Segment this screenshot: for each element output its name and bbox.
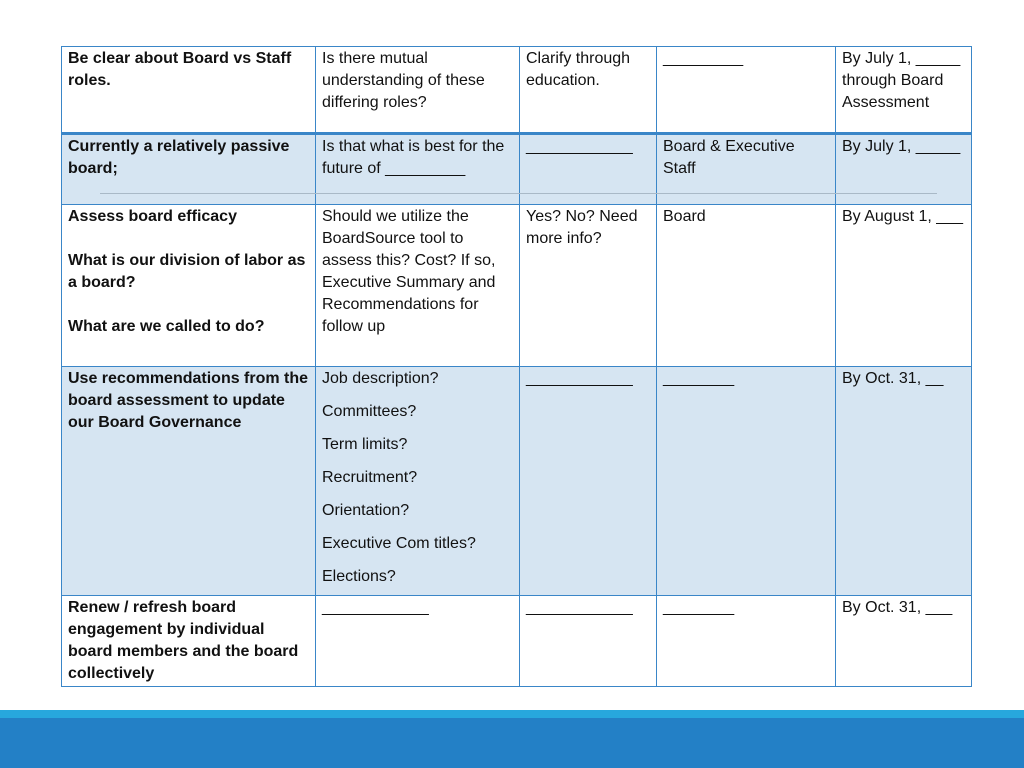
goal-cell [62, 47, 316, 134]
goal-text: What is our division of labor as a board? [68, 252, 306, 291]
action-text: Yes? No? Need more info? [526, 208, 638, 247]
who-text: Board [663, 208, 706, 225]
when-cell [836, 596, 972, 687]
question-item: Elections? [322, 568, 396, 585]
who-text: _________ [663, 50, 744, 67]
when-text: By July 1, _____ through Board Assessment [842, 50, 961, 111]
table-row [62, 205, 972, 367]
question-text: Is that what is best for the future of _________ [322, 138, 505, 177]
action-text: ____________ [526, 370, 633, 387]
footer-bar [0, 718, 1024, 768]
action-text: Clarify through education. [526, 50, 631, 89]
action-text: ____________ [526, 599, 633, 616]
question-text: Is there mutual understanding of these differing roles? [322, 50, 485, 111]
goal-cell [62, 367, 316, 596]
who-text: ________ [663, 599, 735, 616]
question-cell [316, 367, 520, 596]
when-text: By Oct. 31, __ [842, 370, 944, 387]
row-divider-line [100, 193, 937, 194]
when-text: By July 1, _____ [842, 138, 961, 155]
goal-text: Be clear about Board vs Staff roles. [68, 50, 292, 89]
question-text: ____________ [322, 599, 429, 616]
when-cell [836, 47, 972, 134]
footer-accent-stripe [0, 710, 1024, 718]
who-text: Board & Executive Staff [663, 138, 795, 177]
question-text: Should we utilize the BoardSource tool to assess this? Cost? If so, Executive Summary and Recommendations for follow up [322, 208, 496, 335]
who-cell [657, 47, 836, 134]
goal-text: Renew / refresh board engagement by individual board members and the board collectively [68, 599, 299, 682]
goal-cell [62, 596, 316, 687]
goal-text: Use recommendations from the board assessment to update our Board Governance [68, 370, 309, 431]
goal-text: What are we called to do? [68, 318, 265, 335]
who-cell [657, 205, 836, 367]
when-cell [836, 367, 972, 596]
who-cell [657, 367, 836, 596]
board-plan-table [61, 46, 972, 687]
table-row [62, 367, 972, 596]
goal-text: Currently a relatively passive board; [68, 138, 290, 177]
when-text: By Oct. 31, ___ [842, 599, 953, 616]
question-item: Term limits? [322, 436, 408, 453]
question-cell [316, 47, 520, 134]
table-row [62, 47, 972, 134]
question-item: Job description? [322, 370, 439, 387]
action-text: ____________ [526, 138, 633, 155]
action-cell [520, 367, 657, 596]
action-cell [520, 205, 657, 367]
question-item: Executive Com titles? [322, 535, 476, 552]
who-text: ________ [663, 370, 735, 387]
goal-text: Assess board efficacy [68, 208, 237, 225]
question-item: Committees? [322, 403, 417, 420]
who-cell [657, 596, 836, 687]
table-row [62, 596, 972, 687]
action-cell [520, 47, 657, 134]
question-cell [316, 596, 520, 687]
question-cell [316, 205, 520, 367]
question-item: Orientation? [322, 502, 410, 519]
when-cell [836, 205, 972, 367]
goal-cell [62, 205, 316, 367]
question-item: Recruitment? [322, 469, 418, 486]
when-text: By August 1, ___ [842, 208, 963, 225]
action-cell [520, 596, 657, 687]
